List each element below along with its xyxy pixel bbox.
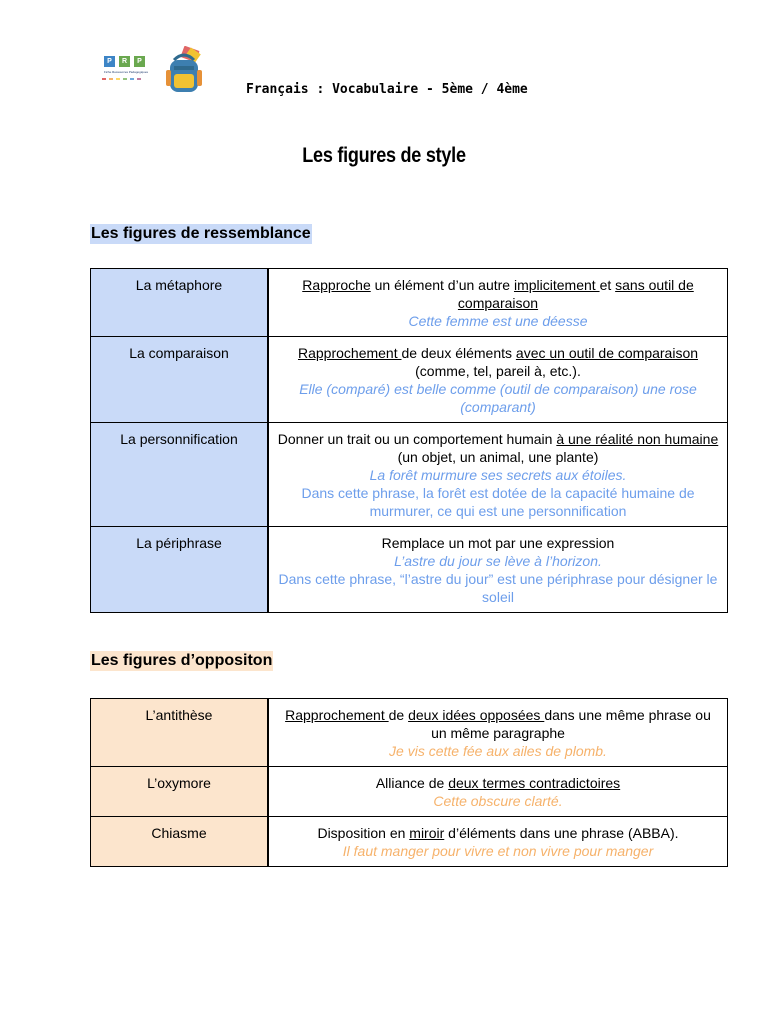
logo-dots bbox=[102, 78, 141, 80]
definition-text: Donner un trait ou un comportement humain bbox=[277, 431, 557, 447]
definition-text: (un objet, un animal, une plante) bbox=[397, 449, 599, 465]
example-text: Cette femme est une déesse bbox=[408, 313, 588, 329]
table-row bbox=[91, 337, 728, 423]
definition-cell bbox=[268, 699, 728, 767]
table-row bbox=[91, 423, 728, 527]
definition-keyword: deux termes contradictoires bbox=[448, 775, 621, 791]
logo bbox=[100, 46, 210, 98]
definition-text: d’éléments dans une phrase (ABBA). bbox=[444, 825, 679, 841]
section-heading-ressemblance: Les figures de ressemblance bbox=[91, 225, 311, 242]
definition-keyword: Rapprochement bbox=[297, 345, 402, 361]
term-cell: L’antithèse bbox=[91, 699, 269, 767]
definition-cell bbox=[268, 767, 728, 817]
definition-cell bbox=[268, 269, 728, 337]
example-text: La forêt murmure ses secrets aux étoiles. bbox=[369, 467, 627, 483]
definition-keyword: Rapprochement bbox=[285, 707, 389, 723]
term-cell: La périphrase bbox=[91, 527, 269, 613]
term-cell: La comparaison bbox=[91, 337, 269, 423]
term-cell: L’oxymore bbox=[91, 767, 269, 817]
table-row bbox=[91, 269, 728, 337]
term-cell: Chiasme bbox=[91, 817, 269, 867]
logo-tile: P bbox=[104, 56, 115, 67]
term-cell: La personnification bbox=[91, 423, 269, 527]
definition-text: dans une même phrase ou un même paragraphe bbox=[431, 707, 711, 741]
logo-tile: P bbox=[134, 56, 145, 67]
definition-keyword: Rapproche bbox=[302, 277, 371, 293]
definition-text: de bbox=[388, 707, 409, 723]
definition-text: Remplace un mot par une expression bbox=[381, 535, 615, 551]
definition-cell bbox=[268, 423, 728, 527]
definition-keyword: avec un outil de comparaison bbox=[515, 345, 699, 361]
table-row bbox=[91, 699, 728, 767]
definition-keyword: sans outil de comparaison bbox=[457, 277, 694, 311]
definition-cell bbox=[268, 817, 728, 867]
definition-keyword: miroir bbox=[409, 825, 445, 841]
definition-cell bbox=[268, 337, 728, 423]
logo-caption: Fiche Ressources Pédagogiques bbox=[103, 70, 149, 74]
subject-header: Français : Vocabulaire - 5ème / 4ème bbox=[246, 82, 528, 97]
example-text: Elle (comparé) est belle comme (outil de comparaison) une rose (comparant) bbox=[299, 381, 697, 415]
definition-keyword: implicitement bbox=[513, 277, 600, 293]
logo-tile: R bbox=[119, 56, 130, 67]
example-text: Je vis cette fée aux ailes de plomb. bbox=[389, 743, 607, 759]
ressemblance-table bbox=[90, 268, 728, 613]
definition-keyword: deux idées opposées bbox=[408, 707, 545, 723]
definition-text: de deux éléments bbox=[401, 345, 516, 361]
table-row bbox=[91, 767, 728, 817]
example-note: Dans cette phrase, “l’astre du jour” est une périphrase pour désigner le soleil bbox=[278, 571, 718, 605]
definition-text: Alliance de bbox=[375, 775, 449, 791]
definition-text: (comme, tel, pareil à, etc.). bbox=[415, 363, 581, 379]
table-row bbox=[91, 817, 728, 867]
definition-cell bbox=[268, 527, 728, 613]
example-text: L’astre du jour se lève à l’horizon. bbox=[394, 553, 602, 569]
table-row bbox=[91, 527, 728, 613]
term-cell: La métaphore bbox=[91, 269, 269, 337]
definition-text: un élément d’un autre bbox=[370, 277, 514, 293]
example-text: Cette obscure clarté. bbox=[433, 793, 563, 809]
opposition-table bbox=[90, 698, 728, 867]
definition-text: et bbox=[599, 277, 616, 293]
definition-text: Disposition en bbox=[317, 825, 410, 841]
logo-tiles bbox=[104, 56, 145, 67]
example-note: Dans cette phrase, la forêt est dotée de la capacité humaine de murmurer, ce qui est une personnification bbox=[301, 485, 695, 519]
section-heading-opposition: Les figures d’oppositon bbox=[91, 652, 273, 669]
page-title: Les figures de style bbox=[302, 144, 466, 167]
example-text: Il faut manger pour vivre et non vivre pour manger bbox=[342, 843, 654, 859]
definition-keyword: à une réalité non humaine bbox=[556, 431, 719, 447]
backpack-icon bbox=[162, 46, 206, 96]
